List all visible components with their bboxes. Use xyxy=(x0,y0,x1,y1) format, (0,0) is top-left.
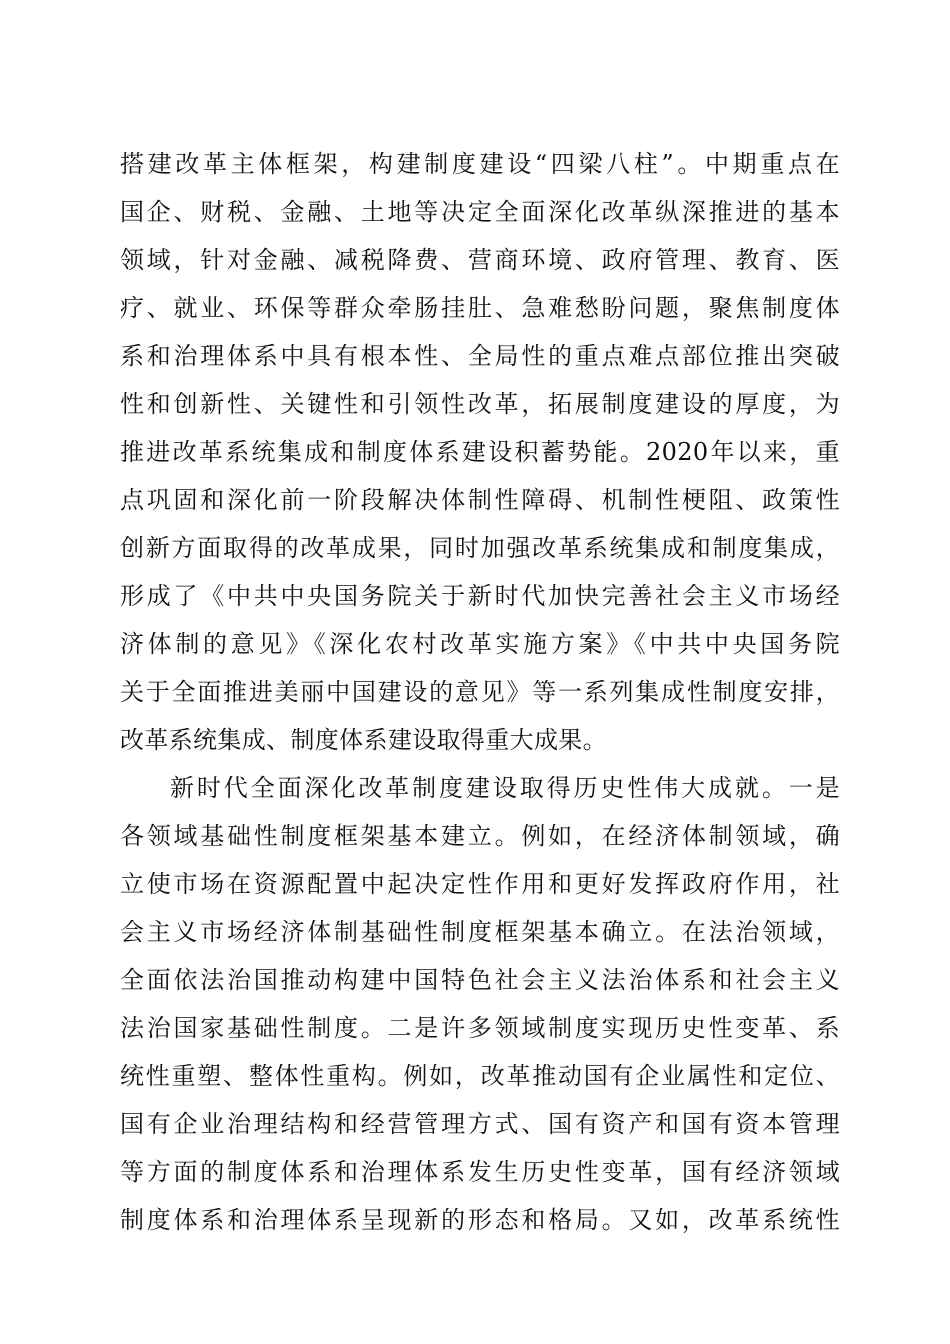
text-line: 推进改革系统集成和制度体系建设积蓄势能。2020年以来，重 xyxy=(120,438,840,466)
paragraph-1 xyxy=(120,140,840,764)
text-line: 新时代全面深化改革制度建设取得历史性伟大成就。一是 xyxy=(170,774,840,802)
text-line: 各领域基础性制度框架基本建立。例如，在经济体制领域，确 xyxy=(120,822,840,850)
text-line: 关于全面推进美丽中国建设的意见》等一系列集成性制度安排， xyxy=(120,678,840,706)
text-line: 国企、财税、金融、土地等决定全面深化改革纵深推进的基本 xyxy=(120,198,840,226)
text-line: 等方面的制度体系和治理体系发生历史性变革，国有经济领域 xyxy=(120,1158,840,1186)
text-line: 会主义市场经济体制基础性制度框架基本确立。在法治领域， xyxy=(120,918,840,946)
text-line: 改革系统集成、制度体系建设取得重大成果。 xyxy=(120,726,607,754)
text-line: 性和创新性、关键性和引领性改革，拓展制度建设的厚度，为 xyxy=(120,390,840,418)
text-line: 领域，针对金融、减税降费、营商环境、政府管理、教育、医 xyxy=(120,246,840,274)
text-line: 形成了《中共中央国务院关于新时代加快完善社会主义市场经 xyxy=(120,582,840,610)
text-line: 立使市场在资源配置中起决定性作用和更好发挥政府作用，社 xyxy=(120,870,840,898)
text-line: 创新方面取得的改革成果，同时加强改革系统集成和制度集成， xyxy=(120,534,840,562)
text-line: 系和治理体系中具有根本性、全局性的重点难点部位推出突破 xyxy=(120,342,840,370)
text-line: 全面依法治国推动构建中国特色社会主义法治体系和社会主义 xyxy=(120,966,840,994)
text-line: 法治国家基础性制度。二是许多领域制度实现历史性变革、系 xyxy=(120,1014,840,1042)
body-text xyxy=(120,140,840,1244)
paragraph-2 xyxy=(120,764,840,1244)
text-line: 疗、就业、环保等群众牵肠挂肚、急难愁盼问题，聚焦制度体 xyxy=(120,294,840,322)
text-line: 点巩固和深化前一阶段解决体制性障碍、机制性梗阻、政策性 xyxy=(120,486,840,514)
text-line: 搭建改革主体框架，构建制度建设“四梁八柱”。中期重点在 xyxy=(120,150,840,178)
text-line: 济体制的意见》《深化农村改革实施方案》《中共中央国务院 xyxy=(120,630,840,658)
text-line: 制度体系和治理体系呈现新的形态和格局。又如，改革系统性 xyxy=(120,1206,840,1234)
text-line: 统性重塑、整体性重构。例如，改革推动国有企业属性和定位、 xyxy=(120,1062,840,1090)
text-line: 国有企业治理结构和经营管理方式、国有资产和国有资本管理 xyxy=(120,1110,840,1138)
